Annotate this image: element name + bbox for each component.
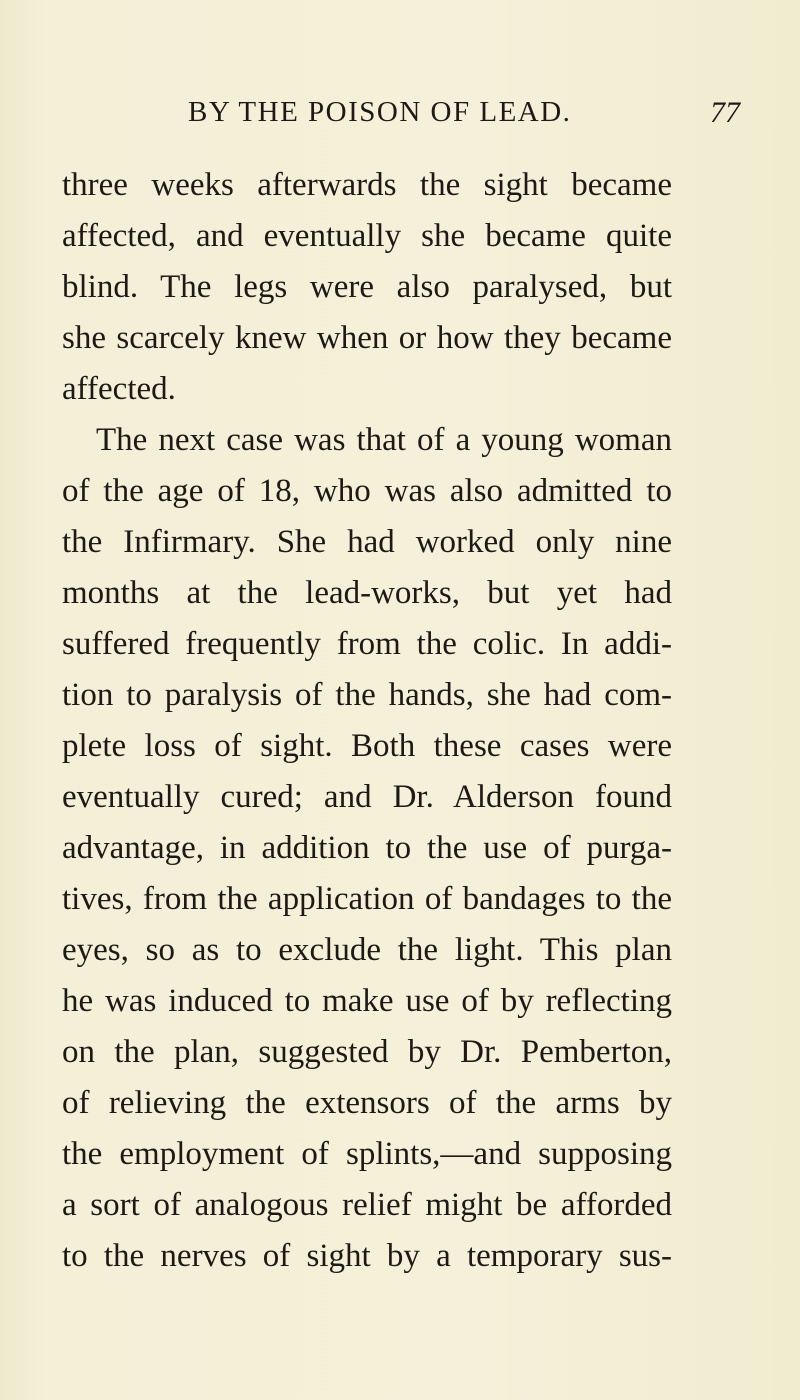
text-line: of relieving the extensors of the arms by — [62, 1085, 672, 1121]
body-text — [62, 160, 672, 1282]
text-line: plete loss of sight. Both these cases were — [62, 728, 672, 764]
text-line: eventually cured; and Dr. Alderson found — [62, 779, 672, 815]
text-line: three weeks afterwards the sight became — [62, 167, 672, 203]
page-number: 77 — [710, 96, 740, 129]
text-line: the employment of splints,—and supposing — [62, 1136, 672, 1172]
text-line: on the plan, suggested by Dr. Pemberton, — [62, 1034, 672, 1070]
text-line: a sort of analogous relief might be afforded — [62, 1187, 672, 1223]
text-line: she scarcely knew when or how they became — [62, 320, 672, 356]
text-line: tion to paralysis of the hands, she had com- — [62, 677, 672, 713]
running-title: BY THE POISON OF LEAD. — [188, 96, 572, 128]
text-line: affected. — [62, 371, 176, 407]
text-line: to the nerves of sight by a temporary sus- — [62, 1238, 672, 1274]
text-line: he was induced to make use of by reflecting — [62, 983, 672, 1019]
text-line: blind. The legs were also paralysed, but — [62, 269, 672, 305]
text-line: suffered frequently from the colic. In addi- — [62, 626, 672, 662]
text-line: advantage, in addition to the use of purga- — [62, 830, 672, 866]
text-line: months at the lead-works, but yet had — [62, 575, 672, 611]
text-line: eyes, so as to exclude the light. This plan — [62, 932, 672, 968]
text-line: tives, from the application of bandages to the — [62, 881, 672, 917]
text-line: The next case was that of a young woman — [96, 422, 672, 458]
text-line: affected, and eventually she became quite — [62, 218, 672, 254]
text-line: of the age of 18, who was also admitted to — [62, 473, 672, 509]
running-head — [60, 96, 740, 136]
text-line: the Infirmary. She had worked only nine — [62, 524, 672, 560]
